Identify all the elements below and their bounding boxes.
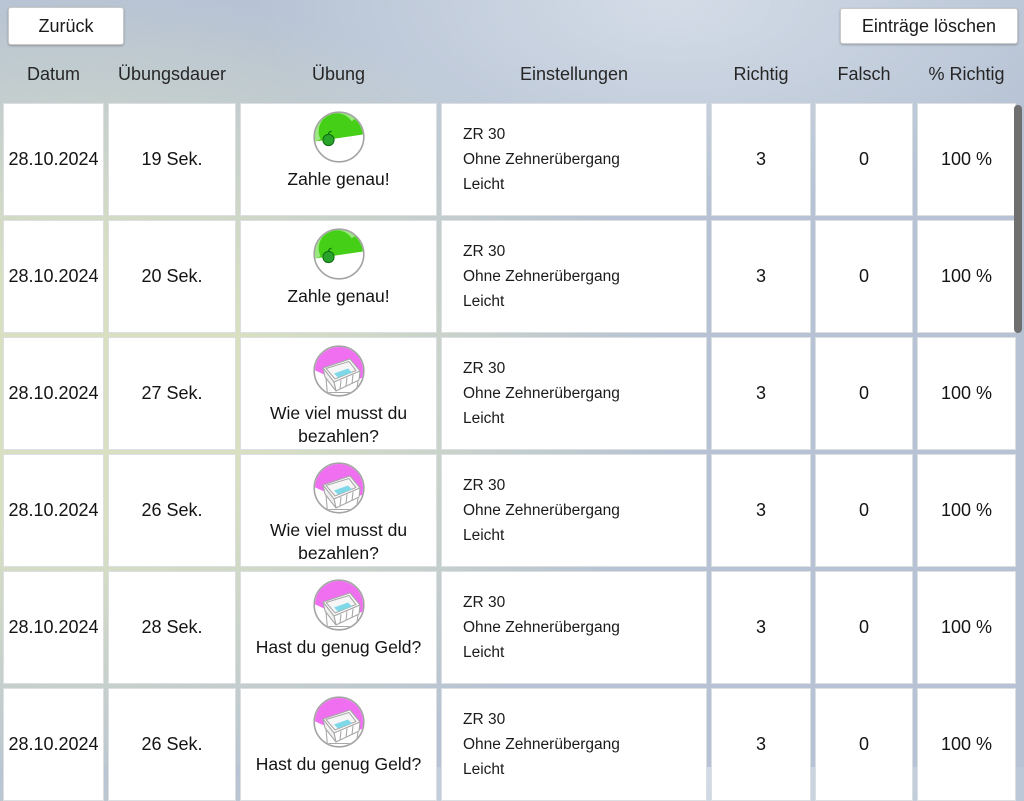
- pay-exact-icon: [313, 228, 365, 280]
- cell-einstellungen: [441, 220, 707, 333]
- cell-falsch: 0: [815, 103, 913, 216]
- cell-prozent-richtig: 100 %: [917, 220, 1016, 333]
- exercise-title: Hast du genug Geld?: [255, 637, 422, 657]
- cell-falsch: 0: [815, 571, 913, 684]
- cell-prozent-richtig: 100 %: [917, 571, 1016, 684]
- setting-uebergang: Ohne Zehnerübergang: [463, 151, 620, 168]
- cell-uebung: [240, 454, 437, 567]
- cell-uebung: [240, 688, 437, 801]
- column-header-einstellungen: Einstellungen: [519, 63, 629, 84]
- column-header-uebungsdauer: Übungsdauer: [117, 63, 227, 84]
- cell-uebung: [240, 571, 437, 684]
- cell-datum: 28.10.2024: [3, 337, 104, 450]
- setting-schwierigkeit: Leicht: [463, 527, 505, 544]
- table-row[interactable]: [3, 337, 1016, 450]
- exercise-title: Wie viel musst du bezahlen?: [269, 520, 408, 563]
- cell-richtig: 3: [711, 571, 811, 684]
- cell-prozent-richtig: 100 %: [917, 454, 1016, 567]
- column-header-richtig: Richtig: [733, 63, 789, 84]
- setting-uebergang: Ohne Zehnerübergang: [463, 385, 620, 402]
- exercise-title: Wie viel musst du bezahlen?: [269, 403, 408, 446]
- setting-uebergang: Ohne Zehnerübergang: [463, 619, 620, 636]
- table-row[interactable]: [3, 220, 1016, 333]
- table-row[interactable]: [3, 103, 1016, 216]
- shopping-basket-icon: [313, 696, 365, 748]
- delete-entries-button[interactable]: Einträge löschen: [840, 8, 1018, 44]
- cell-einstellungen: [441, 337, 707, 450]
- results-list: [3, 103, 1016, 778]
- setting-zahlenraum: ZR 30: [463, 711, 506, 728]
- setting-zahlenraum: ZR 30: [463, 360, 506, 377]
- cell-richtig: 3: [711, 337, 811, 450]
- cell-uebung: [240, 337, 437, 450]
- cell-richtig: 3: [711, 688, 811, 801]
- cell-datum: 28.10.2024: [3, 688, 104, 801]
- exercise-title: Zahle genau!: [287, 286, 390, 306]
- cell-datum: 28.10.2024: [3, 454, 104, 567]
- shopping-basket-icon: [313, 462, 365, 514]
- column-header-uebung: Übung: [311, 63, 366, 84]
- column-header-prozent-richtig: % Richtig: [928, 63, 1005, 84]
- cell-uebungsdauer: 26 Sek.: [108, 688, 236, 801]
- cell-datum: 28.10.2024: [3, 103, 104, 216]
- cell-prozent-richtig: 100 %: [917, 337, 1016, 450]
- table-header-row: [3, 52, 1016, 96]
- shopping-basket-icon: [313, 345, 365, 397]
- setting-zahlenraum: ZR 30: [463, 243, 506, 260]
- cell-einstellungen: [441, 103, 707, 216]
- scrollbar-thumb[interactable]: [1014, 105, 1022, 333]
- table-row[interactable]: [3, 571, 1016, 684]
- setting-schwierigkeit: Leicht: [463, 176, 505, 193]
- cell-richtig: 3: [711, 454, 811, 567]
- cell-uebungsdauer: 28 Sek.: [108, 571, 236, 684]
- cell-falsch: 0: [815, 454, 913, 567]
- table-row[interactable]: [3, 688, 1016, 801]
- setting-zahlenraum: ZR 30: [463, 594, 506, 611]
- exercise-title: Zahle genau!: [287, 169, 390, 189]
- setting-uebergang: Ohne Zehnerübergang: [463, 502, 620, 519]
- cell-uebung: [240, 220, 437, 333]
- setting-uebergang: Ohne Zehnerübergang: [463, 268, 620, 285]
- cell-falsch: 0: [815, 337, 913, 450]
- cell-datum: 28.10.2024: [3, 220, 104, 333]
- table-row[interactable]: [3, 454, 1016, 567]
- column-header-falsch: Falsch: [837, 63, 891, 84]
- exercise-title: Hast du genug Geld?: [255, 754, 422, 774]
- cell-uebungsdauer: 27 Sek.: [108, 337, 236, 450]
- cell-uebung: [240, 103, 437, 216]
- column-header-datum: Datum: [26, 63, 80, 84]
- cell-einstellungen: [441, 571, 707, 684]
- cell-einstellungen: [441, 454, 707, 567]
- setting-schwierigkeit: Leicht: [463, 644, 505, 661]
- cell-falsch: 0: [815, 220, 913, 333]
- cell-einstellungen: [441, 688, 707, 801]
- setting-schwierigkeit: Leicht: [463, 410, 505, 427]
- cell-richtig: 3: [711, 220, 811, 333]
- cell-richtig: 3: [711, 103, 811, 216]
- cell-uebungsdauer: 20 Sek.: [108, 220, 236, 333]
- setting-schwierigkeit: Leicht: [463, 761, 505, 778]
- setting-zahlenraum: ZR 30: [463, 477, 506, 494]
- cell-datum: 28.10.2024: [3, 571, 104, 684]
- pay-exact-icon: [313, 111, 365, 163]
- cell-prozent-richtig: 100 %: [917, 688, 1016, 801]
- back-button[interactable]: Zurück: [8, 7, 124, 45]
- setting-uebergang: Ohne Zehnerübergang: [463, 736, 620, 753]
- setting-schwierigkeit: Leicht: [463, 293, 505, 310]
- cell-falsch: 0: [815, 688, 913, 801]
- cell-uebungsdauer: 19 Sek.: [108, 103, 236, 216]
- cell-uebungsdauer: 26 Sek.: [108, 454, 236, 567]
- shopping-basket-icon: [313, 579, 365, 631]
- cell-prozent-richtig: 100 %: [917, 103, 1016, 216]
- setting-zahlenraum: ZR 30: [463, 126, 506, 143]
